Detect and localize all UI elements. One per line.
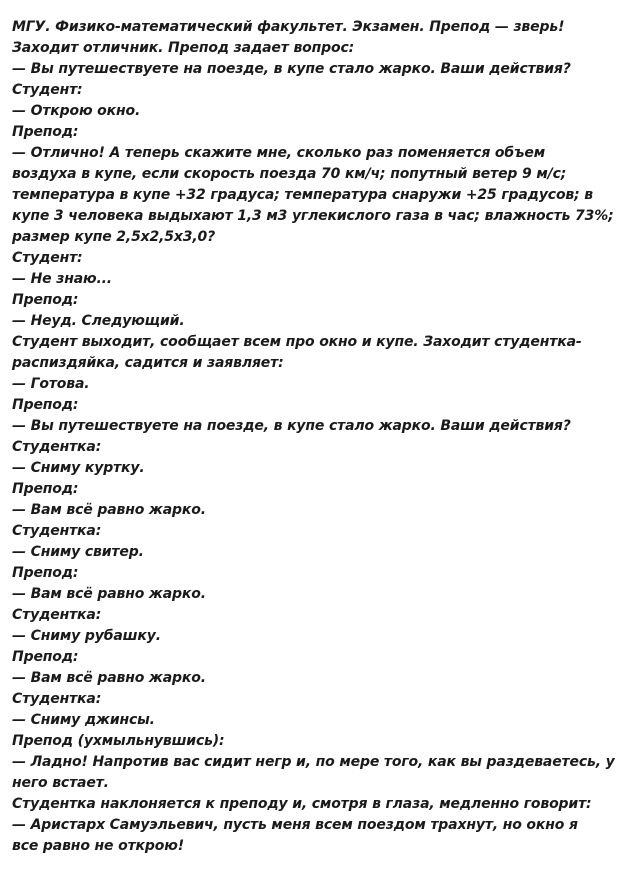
text-line: Заходит отличник. Препод задает вопрос:	[12, 40, 355, 56]
text-line: — Готова.	[12, 376, 90, 392]
text-line: Студент:	[12, 82, 83, 98]
text-line: Препод:	[12, 565, 79, 581]
text-line: купе 3 человека выдыхают 1,3 м3 углекислого газа в час; влажность 73%;	[12, 208, 614, 224]
text-line: Препод:	[12, 397, 79, 413]
text-line: — Открою окно.	[12, 103, 141, 119]
text-line: Студентка:	[12, 523, 102, 539]
text-line: — Вы путешествуете на поезде, в купе стало жарко. Ваши действия?	[12, 61, 571, 77]
text-line: Студентка:	[12, 691, 102, 707]
text-line: — Сниму рубашку.	[12, 628, 161, 644]
text-line: — Вам всё равно жарко.	[12, 670, 206, 686]
text-line: Студент:	[12, 250, 83, 266]
text-line: — Вам всё равно жарко.	[12, 586, 206, 602]
text-line: Студентка наклоняется к преподу и, смотря в глаза, медленно говорит:	[12, 796, 592, 812]
text-line: — Сниму куртку.	[12, 460, 145, 476]
joke-text-block	[12, 17, 620, 857]
text-line: — Вам всё равно жарко.	[12, 502, 206, 518]
text-line: МГУ. Физико-математический факультет. Экзамен. Препод — зверь!	[12, 19, 565, 35]
text-line: — Сниму свитер.	[12, 544, 144, 560]
text-line: распиздяйка, садится и заявляет:	[12, 355, 284, 371]
text-line: — Сниму джинсы.	[12, 712, 155, 728]
text-line: температура в купе +32 градуса; температура снаружи +25 градусов; в	[12, 187, 594, 203]
text-line: Студентка:	[12, 439, 102, 455]
text-line: — Неуд. Следующий.	[12, 313, 185, 329]
text-line: — Не знаю...	[12, 271, 112, 287]
text-line: все равно не открою!	[12, 838, 184, 854]
text-line: Препод (ухмыльнувшись):	[12, 733, 225, 749]
text-line: Студентка:	[12, 607, 102, 623]
text-line: Студент выходит, сообщает всем про окно и купе. Заходит студентка-	[12, 334, 582, 350]
text-line: него встает.	[12, 775, 109, 791]
text-line: Препод:	[12, 292, 79, 308]
text-line: воздуха в купе, если скорость поезда 70 км/ч; попутный ветер 9 м/с;	[12, 166, 567, 182]
text-line: Препод:	[12, 649, 79, 665]
text-line: — Вы путешествуете на поезде, в купе стало жарко. Ваши действия?	[12, 418, 571, 434]
text-line: — Аристарх Самуэльевич, пусть меня всем поездом трахнут, но окно я	[12, 817, 578, 833]
text-line: — Отлично! А теперь скажите мне, сколько раз поменяется объем	[12, 145, 545, 161]
text-line: — Ладно! Напротив вас сидит негр и, по мере того, как вы раздеваетесь, у	[12, 754, 615, 770]
text-line: размер купе 2,5х2,5х3,0?	[12, 229, 216, 245]
text-line: Препод:	[12, 124, 79, 140]
text-line: Препод:	[12, 481, 79, 497]
